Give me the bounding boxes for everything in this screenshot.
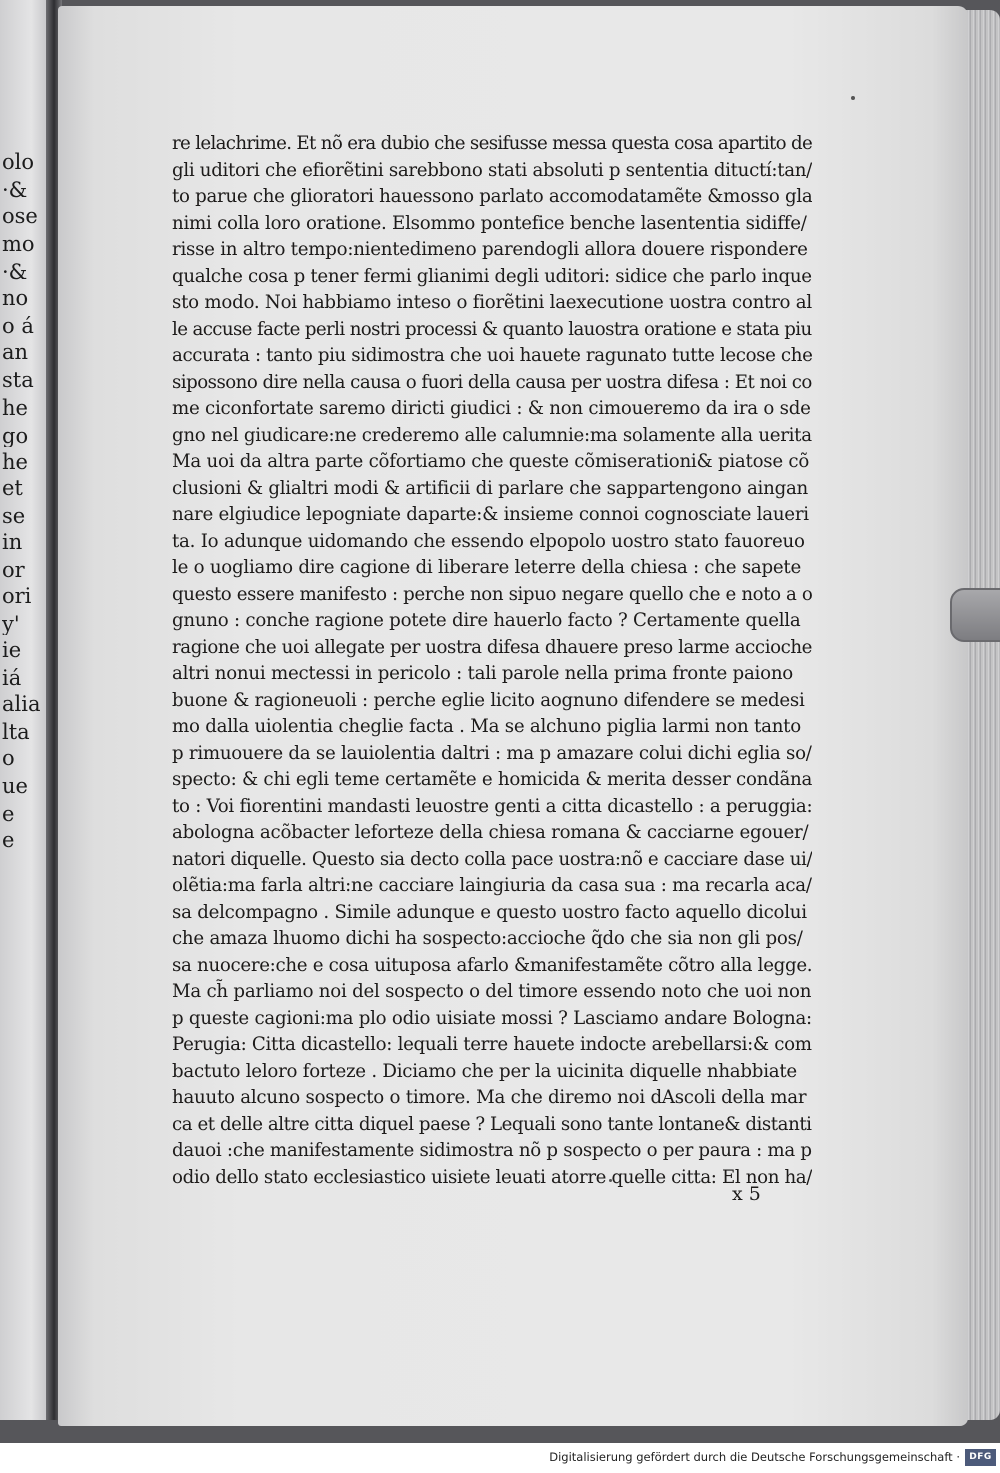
text-line: to : Voi fiorentini mandasti leuostre genti a citta dicastello : a peruggia: <box>172 795 812 817</box>
left-page-fragment: mo <box>2 234 35 255</box>
text-line: re lelachrime. Et nõ era dubio che sesifusse messa questa cosa apartito de <box>172 133 812 154</box>
text-line: sipossono dire nella causa o fuori della causa per uostra difesa : Et noi co <box>172 371 812 393</box>
left-page-fragment: alia <box>2 694 41 715</box>
text-line: mo dalla uiolentia cheglie facta . Ma se alchuno piglia larmi non tanto <box>172 716 801 737</box>
left-page-fragment: o <box>2 748 15 769</box>
text-line: sa nuocere:che e cosa uituposa afarlo &manifestamẽte cõtro alla legge. <box>172 954 812 976</box>
text-line: risse in altro tempo:nientedimeno parendogli allora douere rispondere <box>172 239 808 260</box>
text-line: ca et delle altre citta diquel paese ? Lequali sono tante lontane& distanti <box>172 1113 812 1135</box>
text-line: Ma ch̃ parliamo noi del sospecto o del timore essendo noto che uoi non <box>172 981 812 1002</box>
text-line: sto modo. Noi habbiamo inteso o fiorẽtini laexecutione uostra contro al <box>172 292 812 313</box>
left-facing-page <box>0 0 52 1420</box>
left-page-fragment: ose <box>2 206 38 227</box>
left-page-fragment: olo <box>2 152 35 173</box>
left-page-fragment: e <box>2 804 15 825</box>
text-line: p queste cagioni:ma plo odio uisiate mossi ? Lasciamo andare Bologna: <box>172 1007 812 1029</box>
text-line: hauuto alcuno sospecto o timore. Ma che diremo noi dAscoli della mar <box>172 1087 807 1108</box>
left-page-fragment: ue <box>2 776 28 797</box>
left-page-fragment: et <box>2 478 23 499</box>
text-line: ta. Io adunque uidomando che essendo elpopolo uostro stato fauoreuo <box>172 530 805 552</box>
text-line: dauoi :che manifestamente sidimostra nõ p sospecto o per paura : ma p <box>172 1140 812 1161</box>
left-page-fragment: y' <box>2 614 20 635</box>
text-line: odio dello stato ecclesiastico uisiete leuati atorre quelle citta: El non ha/ <box>172 1166 812 1188</box>
text-line: olẽtia:ma farla altri:ne cacciare laingiuria da casa sua : ma recarla aca/ <box>172 875 812 896</box>
text-line: me ciconfortate saremo diricti giudici : & non cimoueremo da ira o sde <box>172 398 811 419</box>
left-page-fragment: e <box>2 830 15 851</box>
text-line: specto: & chi egli teme certamẽte e homicida & merita desser condãna <box>172 769 812 790</box>
text-line: questo essere manifesto : perche non sipuo negare quello che e noto a o <box>172 583 812 605</box>
text-line: altri nonui mectessi in pericolo : tali parole nella prima fronte paiono <box>172 663 793 684</box>
left-page-fragment: go <box>2 426 29 447</box>
left-page-fragment: he <box>2 452 28 473</box>
left-page-fragment: iá <box>2 668 22 689</box>
text-line: to parue che glioratori hauessono parlato accomodatamẽte &mosso gla <box>172 186 812 207</box>
text-line: che amaza lhuomo dichi ha sospecto:accioche q̃do che sia non gli pos/ <box>172 928 803 949</box>
signature-mark: x 5 <box>732 1183 761 1205</box>
funding-credit: Digitalisierung gefördert durch die Deutsche Forschungsgemeinschaft · <box>549 1450 960 1464</box>
left-page-fragment: se <box>2 506 26 527</box>
left-page-fragment: an <box>2 342 29 363</box>
page-clip-marker <box>950 588 1000 642</box>
text-line: le accuse facte perli nostri processi & quanto lauostra oratione e stata piu <box>172 318 812 340</box>
text-line: bactuto leloro forteze . Diciamo che per la uicinita diquelle nhabbiate <box>172 1060 797 1082</box>
text-line: gno nel giudicare:ne crederemo alle calumnie:ma solamente alla uerita <box>172 424 812 446</box>
left-page-fragment: ie <box>2 640 22 661</box>
text-line: nare elgiudice lepogniate daparte:& insieme connoi cognosciate laueri <box>172 504 809 525</box>
left-page-fragment: sta <box>2 370 34 391</box>
text-line: abologna acõbacter leforteze della chiesa romana & cacciarne egouer/ <box>172 822 809 843</box>
footer-bar <box>0 1443 1000 1473</box>
left-page-fragment: lta <box>2 722 30 743</box>
left-page-fragment: ·& <box>2 262 28 283</box>
ink-spot <box>851 96 855 100</box>
text-line: gli uditori che efiorẽtini sarebbono stati absoluti p sententia dituctí:tan/ <box>172 159 812 181</box>
text-line: sa delcompagno . Simile adunque e questo uostro facto aquello dicolui <box>172 901 807 923</box>
text-line: le o uogliamo dire cagione di liberare leterre della chiesa : che sapete <box>172 557 801 578</box>
text-line: nimi colla loro oratione. Elsommo pontefice benche lasententia sidiffe/ <box>172 212 807 234</box>
text-line: Ma uoi da altra parte cõfortiamo che queste cõmiserationi& piatose cõ <box>172 451 810 472</box>
left-page-fragment: ori <box>2 586 32 607</box>
text-line: Perugia: Citta dicastello: lequali terre hauete indocte arebellarsi:& com <box>172 1034 812 1055</box>
text-line: natori diquelle. Questo sia decto colla pace uostra:nõ e cacciare dase ui/ <box>172 848 812 870</box>
body-text <box>172 131 812 1191</box>
left-page-fragment: no <box>2 288 29 309</box>
text-line: accurata : tanto piu sidimostra che uoi hauete ragunato tutte lecose che <box>172 345 812 366</box>
text-line: ragione che uoi allegate per uostra difesa dhauere preso larme accioche <box>172 636 812 658</box>
text-line: p rimuouere da se lauiolentia daltri : ma p amazare colui dichi eglia so/ <box>172 742 812 764</box>
text-line: buone & ragioneuoli : perche eglie licito aognuno difendere se medesi <box>172 689 805 711</box>
left-page-fragment: in <box>2 532 23 553</box>
text-line: clusioni & glialtri modi & artificii di parlare che sappartengono aingan <box>172 477 809 499</box>
text-line: gnuno : conche ragione potete dire hauerlo facto ? Certamente quella <box>172 610 801 631</box>
left-page-fragment: ·& <box>2 180 28 201</box>
text-line: qualche cosa p tener fermi glianimi degli uditori: sidice che parlo inque <box>172 265 812 287</box>
left-page-fragment: he <box>2 398 28 419</box>
left-page-fragment: o á <box>2 316 34 337</box>
left-page-fragment: or <box>2 560 25 581</box>
dfg-logo: DFG <box>965 1449 996 1466</box>
